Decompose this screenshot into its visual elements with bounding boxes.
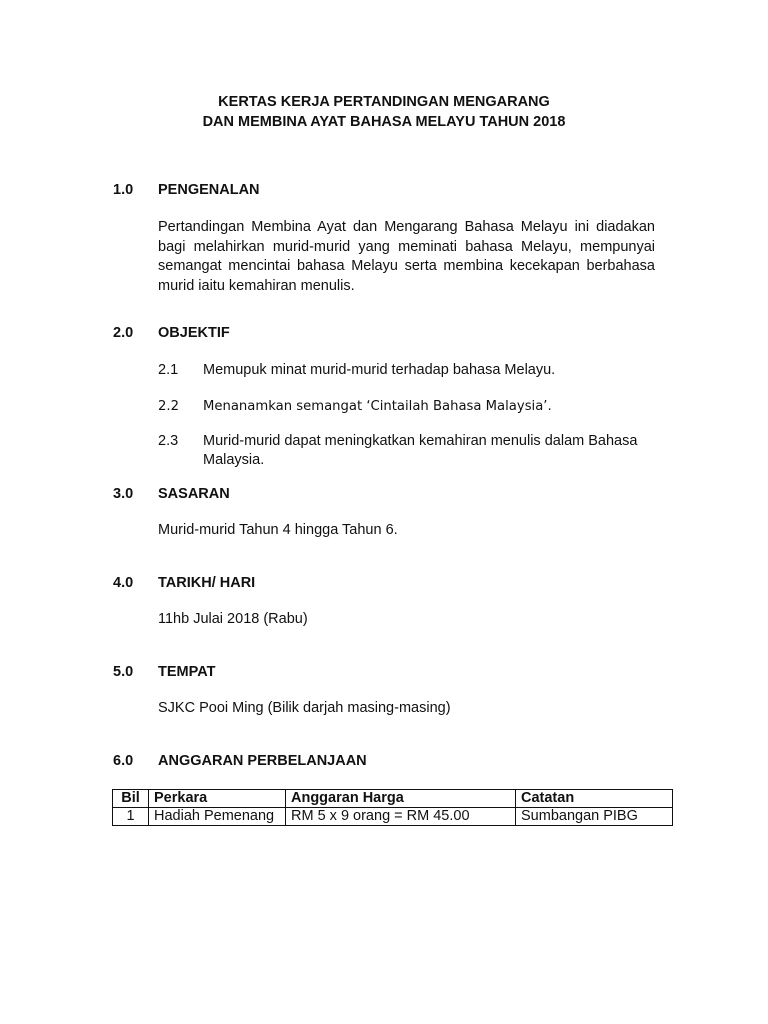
table-header-row — [113, 790, 673, 808]
objective-number: 2.1 — [158, 362, 179, 378]
section-number: 2.0 — [113, 325, 134, 341]
section-body-tempat: SJKC Pooi Ming (Bilik darjah masing-masing) — [158, 700, 451, 716]
section-heading-tempat — [113, 664, 215, 680]
objective-item-2-2 — [158, 397, 658, 416]
section-heading-tarikh — [113, 575, 255, 591]
document-title — [0, 92, 768, 132]
section-number: 3.0 — [113, 486, 134, 502]
cell-perkara: Hadiah Pemenang — [149, 808, 286, 826]
section-title: ANGGARAN PERBELANJAAN — [158, 753, 367, 769]
section-number: 4.0 — [113, 575, 134, 591]
section-body-sasaran: Murid-murid Tahun 4 hingga Tahun 6. — [158, 522, 398, 538]
objective-text: Murid-murid dapat meningkatkan kemahiran menulis dalam Bahasa Malaysia. — [203, 433, 638, 468]
objective-item-2-3 — [158, 432, 668, 470]
objective-number: 2.3 — [158, 433, 179, 449]
table-row — [113, 808, 673, 826]
cell-anggaran-harga: RM 5 x 9 orang = RM 45.00 — [286, 808, 516, 826]
section-body-pengenalan: Pertandingan Membina Ayat dan Mengarang Bahasa Melayu ini diadakan bagi melahirkan murid-murid yang meminati bahasa Melayu, mempunyai semangat mencintai bahasa Melayu serta membina kecekapan berbahasa murid iaitu kemahiran menulis. — [158, 219, 655, 294]
column-header-anggaran-harga: Anggaran Harga — [286, 790, 516, 808]
section-body-tarikh: 11hb Julai 2018 (Rabu) — [158, 611, 308, 627]
objective-text: Memupuk minat murid-murid terhadap bahasa Melayu. — [203, 362, 556, 378]
section-title: SASARAN — [158, 486, 230, 502]
column-header-bil: Bil — [113, 790, 149, 808]
section-heading-anggaran — [113, 753, 367, 769]
title-line-1: KERTAS KERJA PERTANDINGAN MENGARANG — [218, 94, 550, 110]
section-heading-sasaran — [113, 486, 230, 502]
section-title: TEMPAT — [158, 664, 216, 680]
section-number: 6.0 — [113, 753, 134, 769]
objective-text: Menanamkan semangat ‘Cintailah Bahasa Malaysia’. — [203, 399, 552, 414]
column-header-catatan: Catatan — [516, 790, 673, 808]
cell-catatan: Sumbangan PIBG — [516, 808, 673, 826]
section-heading-pengenalan — [113, 182, 260, 198]
title-line-2: DAN MEMBINA AYAT BAHASA MELAYU TAHUN 2018 — [202, 114, 566, 130]
budget-table — [112, 789, 673, 826]
section-title: PENGENALAN — [158, 182, 260, 198]
section-number: 5.0 — [113, 664, 134, 680]
section-heading-objektif — [113, 325, 230, 341]
objective-number: 2.2 — [158, 399, 179, 414]
section-title: OBJEKTIF — [158, 325, 230, 341]
objective-item-2-1 — [158, 361, 658, 380]
section-number: 1.0 — [113, 182, 134, 198]
column-header-perkara: Perkara — [149, 790, 286, 808]
cell-bil: 1 — [113, 808, 149, 826]
section-title: TARIKH/ HARI — [158, 575, 256, 591]
